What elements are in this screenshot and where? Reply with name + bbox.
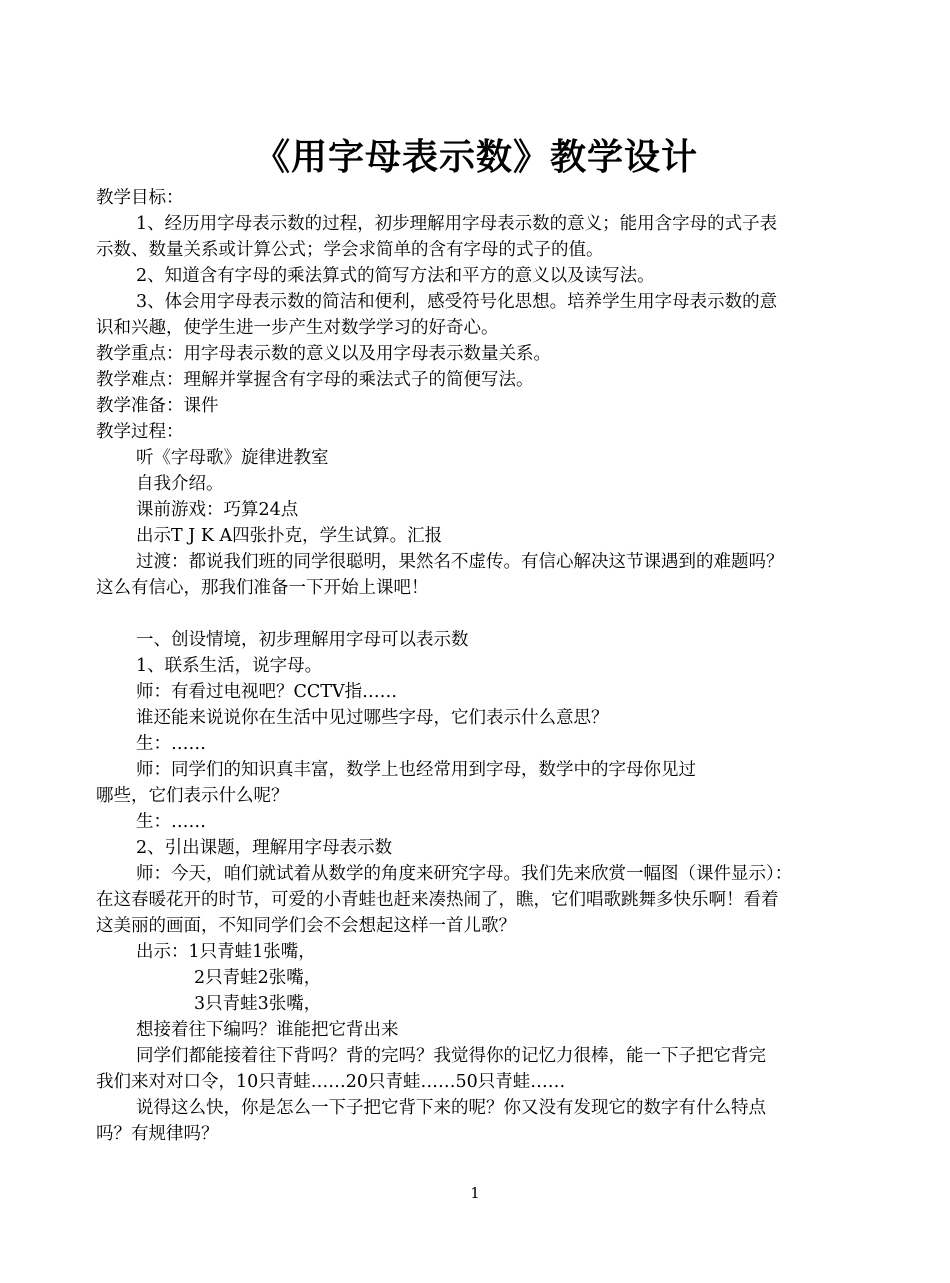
text-line: 在这春暖花开的时节，可爱的小青蛙也赶来凑热闹了，瞧，它们唱歌跳舞多快乐啊！看着 bbox=[96, 890, 779, 910]
text-line: 课前游戏：巧算24点 bbox=[136, 500, 299, 520]
page-number: 1 bbox=[470, 1184, 480, 1202]
document-title: 《用字母表示数》教学设计 bbox=[253, 137, 698, 178]
section-heading: 一、创设情境，初步理解用字母可以表示数 bbox=[136, 630, 469, 650]
text-line: 想接着往下编吗？谁能把它背出来 bbox=[136, 1020, 399, 1040]
text-line: 教学难点：理解并掌握含有字母的乘法式子的简便写法。 bbox=[96, 370, 534, 390]
text-line: 听《字母歌》旋律进教室 bbox=[136, 448, 329, 468]
text-line: 这么有信心，那我们准备一下开始上课吧！ bbox=[96, 578, 429, 598]
text-line: 我们来对对口令，10只青蛙……20只青蛙……50只青蛙…… bbox=[96, 1072, 566, 1092]
text-line: 师：有看过电视吧？CCTV指…… bbox=[136, 682, 398, 702]
text-line: 自我介绍。 bbox=[136, 474, 224, 494]
text-line: 师：今天，咱们就试着从数学的角度来研究字母。我们先来欣赏一幅图（课件显示）： bbox=[136, 864, 793, 884]
text-line: 教学过程： bbox=[96, 422, 184, 442]
text-line: 3只青蛙3张嘴， bbox=[194, 994, 322, 1014]
text-line: 教学重点：用字母表示数的意义以及用字母表示数量关系。 bbox=[96, 344, 551, 364]
document-body bbox=[96, 185, 856, 1147]
text-line: 说得这么快，你是怎么一下子把它背下来的呢？你又没有发现它的数字有什么特点 bbox=[136, 1098, 766, 1118]
text-line: 2只青蛙2张嘴， bbox=[194, 968, 322, 988]
text-line: 过渡：都说我们班的同学很聪明，果然名不虚传。有信心解决这节课遇到的难题吗？ bbox=[136, 552, 784, 572]
text-line: 3、体会用字母表示数的简洁和便利，感受符号化思想。培养学生用字母表示数的意 bbox=[136, 292, 778, 312]
text-line: 同学们都能接着往下背吗？背的完吗？我觉得你的记忆力很棒，能一下子把它背完 bbox=[136, 1046, 766, 1066]
text-line: 1、联系生活，说字母。 bbox=[136, 656, 323, 676]
text-line: 出示：1只青蛙1张嘴， bbox=[136, 942, 316, 962]
text-line: 2、引出课题，理解用字母表示数 bbox=[136, 838, 393, 858]
text-line: 识和兴趣，使学生进一步产生对数学学习的好奇心。 bbox=[96, 318, 499, 338]
text-line: 生：…… bbox=[136, 734, 206, 754]
text-line: 教学准备：课件 bbox=[96, 396, 219, 416]
text-line: 1、经历用字母表示数的过程，初步理解用字母表示数的意义；能用含字母的式子表 bbox=[136, 214, 778, 234]
text-line: 教学目标： bbox=[96, 188, 184, 208]
text-line: 生：…… bbox=[136, 812, 206, 832]
text-line: 哪些，它们表示什么呢？ bbox=[96, 786, 289, 806]
blank-line bbox=[96, 601, 856, 627]
text-line: 师：同学们的知识真丰富，数学上也经常用到字母，数学中的字母你见过 bbox=[136, 760, 696, 780]
text-line: 2、知道含有字母的乘法算式的简写方法和平方的意义以及读写法。 bbox=[136, 266, 655, 286]
text-line: 谁还能来说说你在生活中见过哪些字母，它们表示什么意思？ bbox=[136, 708, 609, 728]
text-line: 示数、数量关系或计算公式；学会求简单的含有字母的式子的值。 bbox=[96, 240, 604, 260]
text-line: 出示T J K A四张扑克，学生试算。汇报 bbox=[136, 526, 443, 546]
text-line: 这美丽的画面，不知同学们会不会想起这样一首儿歌？ bbox=[96, 916, 516, 936]
text-line: 吗？有规律吗？ bbox=[96, 1124, 219, 1144]
